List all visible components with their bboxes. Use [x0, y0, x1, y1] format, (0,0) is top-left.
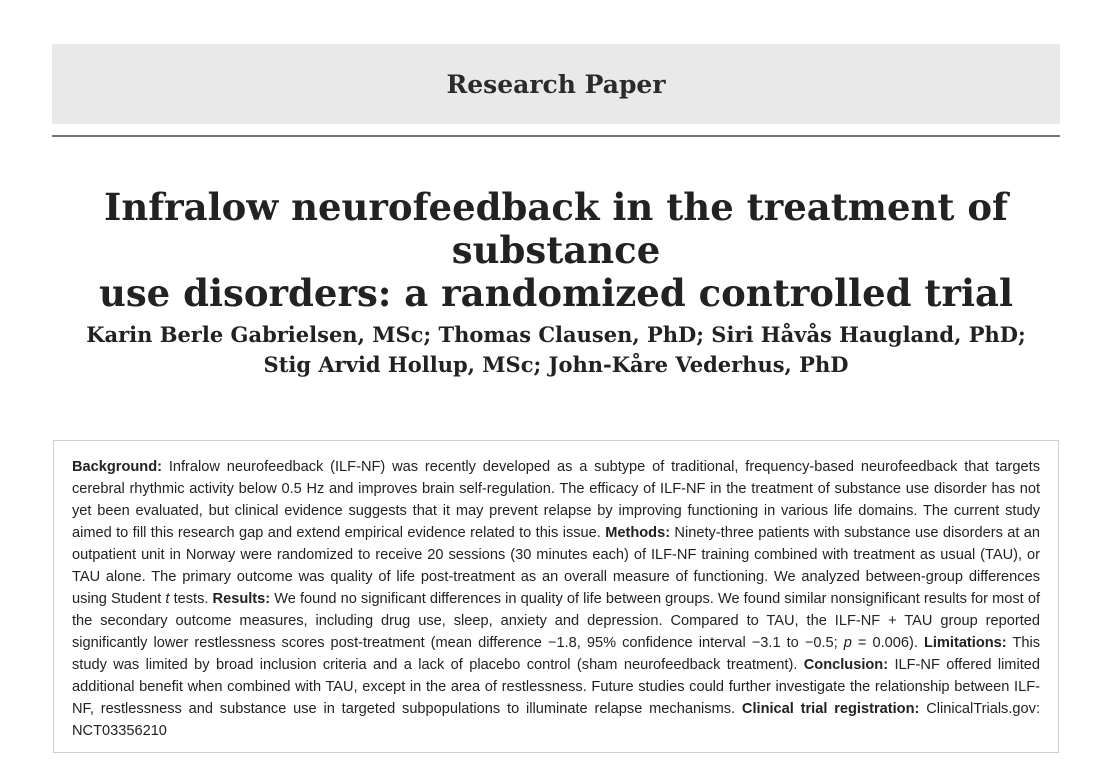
background-text: Infralow neurofeedback (ILF-NF) was recently developed as a subtype of traditional, frequency-based neurofeedback that targets cerebral rhythmic activity below 0.5 Hz and improves brain self-regulation. The efficacy of ILF-NF in the treatment of substance use disorder has not yet been evaluated, but clinical evidence suggests that it may prevent relapse by improving functioning in various life domains. The current study aimed to fill this research gap and extend empirical evidence related to this issue.: [72, 459, 1040, 541]
section-label: Research Paper: [446, 69, 666, 99]
limitations-heading: Limitations:: [923, 635, 1007, 651]
methods-t-symbol: t: [165, 591, 170, 607]
results-p-symbol: p: [843, 635, 852, 651]
methods-text-end: tests.: [169, 591, 213, 607]
registration-text: ClinicalTrials.gov: NCT03356210: [72, 701, 1040, 739]
title-line-1: Infralow neurofeedback in the treatment of substance: [104, 185, 1008, 272]
results-text: We found no significant differences in quality of life between groups. We found similar nonsignificant results for most of the secondary outcome measures, including drug use, sleep, anxiety and depression. Compared to TAU, the ILF-NF + TAU group reported significantly lower restlessness scores post-treatment (mean difference −1.8, 95% confidence interval −3.1 to −0.5;: [72, 591, 1041, 651]
methods-text: Ninety-three patients with substance use disorders at an outpatient unit in Norway were randomized to receive 20 sessions (30 minutes each) of ILF-NF training combined with treatment as usual (TAU), or TAU alone. The primary outcome was quality of life post-treatment as an overall measure of functioning. We analyzed between-group differences using Student: [72, 525, 1040, 607]
registration-heading: Clinical trial registration:: [741, 701, 920, 717]
background-heading: Background:: [72, 459, 162, 475]
article-title: [40, 186, 1072, 315]
abstract-box: [53, 440, 1059, 753]
authors-line-2: Stig Arvid Hollup, MSc; John-Kåre Vederhus, PhD: [263, 352, 849, 377]
authors-line-1: Karin Berle Gabrielsen, MSc; Thomas Clausen, PhD; Siri Håvås Haugland, PhD;: [86, 322, 1026, 347]
header-divider: [52, 135, 1060, 137]
results-heading: Results:: [212, 591, 271, 607]
methods-heading: Methods:: [605, 525, 671, 541]
section-banner: [52, 44, 1060, 124]
author-list: [40, 320, 1072, 380]
conclusion-text: ILF-NF offered limited additional benefit when combined with TAU, except in the area of restlessness. Future studies could further investigate the relationship between ILF-NF, restlessness and substance use in targeted subpopulations to illuminate relapse mechanisms.: [72, 657, 1040, 717]
abstract-text: [72, 456, 1040, 742]
conclusion-heading: Conclusion:: [803, 657, 889, 673]
title-line-2: use disorders: a randomized controlled trial: [98, 271, 1014, 315]
results-text-end: = 0.006).: [851, 635, 924, 651]
limitations-text: This study was limited by broad inclusion criteria and a lack of placebo control (sham neurofeedback treatment).: [72, 635, 1040, 673]
